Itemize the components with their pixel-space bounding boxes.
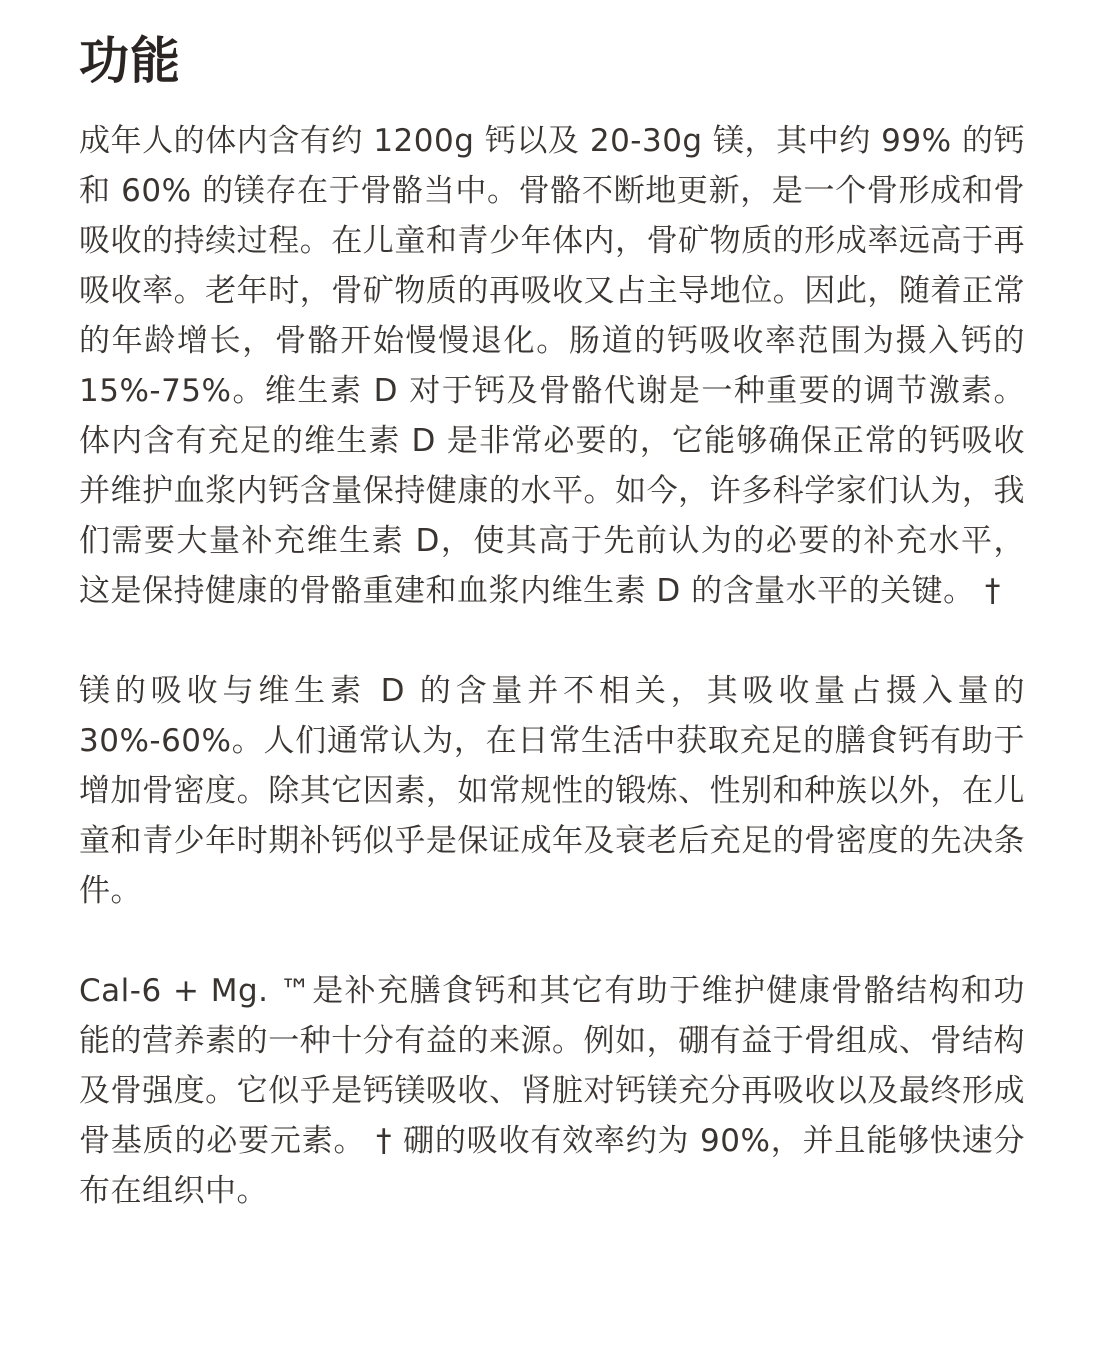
section-title: 功能 — [79, 32, 181, 90]
paragraph-magnesium-absorption: 镁的吸收与维生素 D 的含量并不相关，其吸收量占摄入量的 30%-60%。人们通常认为，在日常生活中获取充足的膳食钙有助于增加骨密度。除其它因素，如常规性的锻炼、性别和种族以外，在儿童和青少年时期补钙似乎是保证成年及衰老后充足的骨密度的先决条件。 — [79, 673, 1025, 909]
paragraph-calcium-bone: 成年人的体内含有约 1200g 钙以及 20-30g 镁，其中约 99% 的钙和 60% 的镁存在于骨骼当中。骨骼不断地更新，是一个骨形成和骨吸收的持续过程。在儿童和青少年体内，骨矿物质的形成率远高于再吸收率。老年时，骨矿物质的再吸收又占主导地位。因此，随着正常的年龄增长，骨骼开始慢慢退化。肠道的钙吸收率范围为摄入钙的 15%-75%。维生素 D 对于钙及骨骼代谢是一种重要的调节激素。体内含有充足的维生素 D 是非常必要的，它能够确保正常的钙吸收并维护血浆内钙含量保持健康的水平。如今，许多科学家们认为，我们需要大量补充维生素 D，使其高于先前认为的必要的补充水平，这是保持健康的骨骼重建和血浆内维生素 D 的含量水平的关键。 † — [79, 123, 1025, 609]
content-section — [79, 30, 1025, 1216]
paragraph-cal6-mg: Cal-6 + Mg. ™是补充膳食钙和其它有助于维护健康骨骼结构和功能的营养素的一种十分有益的来源。例如，硼有益于骨组成、骨结构及骨强度。它似乎是钙镁吸收、肾脏对钙镁充分再吸收以及最终形成骨基质的必要元素。 † 硼的吸收有效率约为 90%，并且能够快速分布在组织中。 — [79, 973, 1025, 1209]
